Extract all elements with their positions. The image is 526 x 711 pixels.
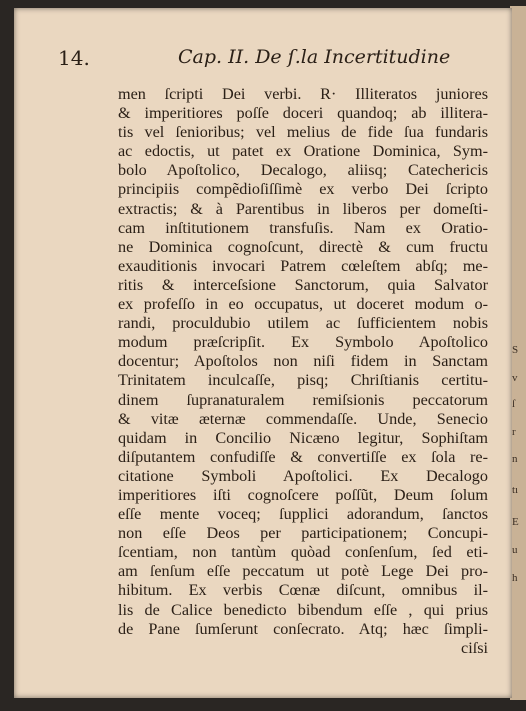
text-line: ex profeſſo in eo occupatus, ut doceret modum o- xyxy=(118,295,488,314)
page-number: 14. xyxy=(58,46,90,70)
edge-letter: r xyxy=(512,426,516,438)
text-line: imperitiores iſti cognoſcere poſſũt, Deum ſolum xyxy=(118,485,488,504)
text-line: ſcentiam, non tantùm quòad conſenſum, ſed eti- xyxy=(118,543,488,562)
catchword: ciſsi xyxy=(461,638,488,657)
text-line: docentur; Apoſtolos non niſi fidem in Sanctam xyxy=(118,352,488,371)
text-line: men ſcripti Dei verbi. R· Illiteratos juniores xyxy=(118,85,488,103)
text-line: tis vel ſenioribus; vel melius de fide ſua fundaris xyxy=(118,123,488,142)
running-head: Cap. II. De ſ.la Incertitudine xyxy=(178,46,451,68)
edge-letter: u xyxy=(512,544,518,556)
text-line: dinem ſupranaturalem remiſsionis peccatorum xyxy=(118,390,488,409)
text-line: ne Dominica cognoſcunt, directè & cum fructu xyxy=(118,237,488,256)
edge-letter: tı xyxy=(512,484,519,496)
text-line: bolo Apoſtolico, Decalogo, aliisq; Catechericis xyxy=(118,161,488,180)
text-line: & imperitiores poſſe doceri quandoq; ab illitera- xyxy=(118,104,488,123)
edge-letter: S xyxy=(512,344,519,356)
text-line: ac edoctis, ut patet ex Oratione Dominica, Sym- xyxy=(118,142,488,161)
text-line: exauditionis invocari Patrem cœleſtem abſq; me- xyxy=(118,256,488,275)
text-line: lis de Calice benedicto bibendum eſſe , qui prius xyxy=(118,600,488,619)
text-line: de Pane ſumſerunt conſecrato. Atq; hæc ſimpli- xyxy=(118,619,488,638)
text-line: & vitæ æternæ commendaſſe. Unde, Senecio xyxy=(118,409,488,428)
edge-letter: E xyxy=(512,516,519,528)
text-line: modum præſcripſit. Ex Symbolo Apoſtolico xyxy=(118,333,488,352)
body-text xyxy=(118,85,488,658)
text-line: quidam in Concilio Nicæno legitur, Sophiſtam xyxy=(118,428,488,447)
edge-letter: h xyxy=(512,572,518,584)
edge-letter: ſ xyxy=(512,398,516,410)
text-line: am ſenſum eſſe peccatum ut potè Lege Dei pro- xyxy=(118,562,488,581)
text-line: citatione Symboli Apoſtolici. Ex Decalogo xyxy=(118,466,488,485)
adjacent-page-edge xyxy=(510,6,526,700)
page-header xyxy=(58,42,498,72)
text-line: ritis & interceſsione Sanctorum, quia Salvator xyxy=(118,275,488,294)
text-line: randi, proculdubio utilem ac ſufficientem nobis xyxy=(118,314,488,333)
text-line: extractis; & à Parentibus in liberos per domeſti- xyxy=(118,199,488,218)
text-line: principiis compẽdioſiſſimè ex verbo Dei ſcripto xyxy=(118,180,488,199)
text-line: cam inſtitutionem transfuſis. Nam ex Oratio- xyxy=(118,218,488,237)
text-line: eſſe mente voceq; ſupplici adorandum, ſanctos xyxy=(118,505,488,524)
text-line: diſputantem confudiſſe & convertiſſe ex ſola re- xyxy=(118,447,488,466)
text-line: non eſſe Deos per participationem; Concupi- xyxy=(118,524,488,543)
text-line: hibitum. Ex verbis Cœnæ diſcunt, omnibus il- xyxy=(118,581,488,600)
text-line: Trinitatem inculcaſſe, pisq; Chriſtianis certitu- xyxy=(118,371,488,390)
edge-letter: v xyxy=(512,372,518,384)
edge-letter: n xyxy=(512,453,518,465)
